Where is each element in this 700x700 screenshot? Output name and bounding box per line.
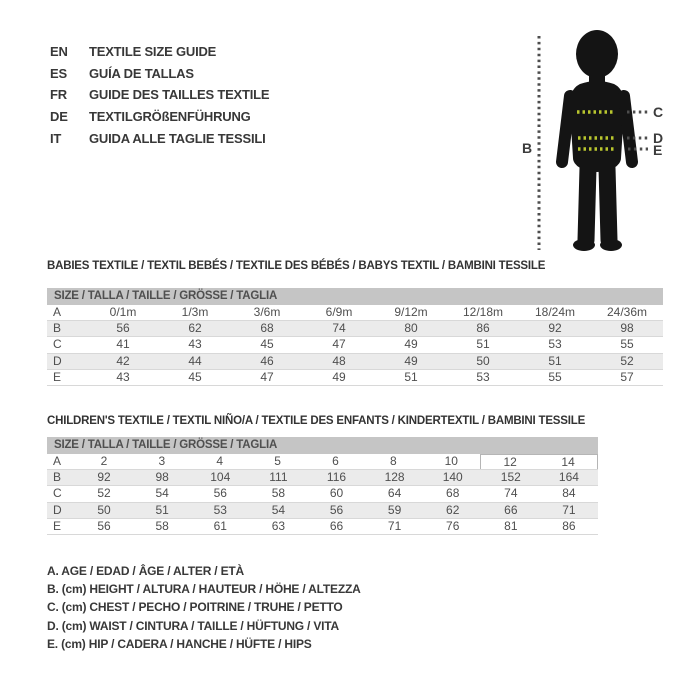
table-cell: 45 — [188, 370, 202, 385]
child-silhouette-graphic — [500, 18, 700, 258]
language-label: TEXTILGRÖßENFÜHRUNG — [89, 109, 251, 125]
table-cell: 53 — [213, 502, 227, 517]
table-cell: 58 — [271, 486, 286, 501]
waist-label: D — [653, 130, 664, 146]
table-cell: 51 — [404, 370, 418, 385]
table-row — [47, 321, 663, 337]
measurement-figure — [500, 18, 700, 258]
table-row — [47, 503, 598, 519]
table-cell: 92 — [97, 469, 111, 484]
table-cell: 50 — [476, 353, 490, 368]
table-cell: 18/24m — [534, 304, 576, 319]
right-leg-silhouette — [607, 168, 609, 240]
table-row — [47, 305, 663, 321]
table-cell: 43 — [116, 370, 130, 385]
language-row-en — [50, 41, 269, 63]
language-label: GUIDA ALLE TAGLIE TESSILI — [89, 130, 266, 146]
table-cell: 51 — [155, 502, 169, 517]
table-cell: 6/9m — [325, 304, 353, 319]
table-cell: 52 — [97, 486, 111, 501]
table-cell: 128 — [384, 469, 405, 484]
table-cell: 84 — [562, 486, 576, 501]
table-cell: 49 — [332, 370, 346, 385]
height-label: B — [522, 140, 533, 156]
table-cell: 81 — [504, 519, 518, 534]
table-cell: 76 — [446, 519, 460, 534]
table-cell: 62 — [188, 320, 202, 335]
table-cell: 0/1m — [109, 304, 137, 319]
language-row-it — [50, 128, 269, 150]
language-label: GUÍA DE TALLAS — [89, 65, 194, 81]
legend-line-waist: D. (cm) WAIST / CINTURA / TAILLE / HÜFTUNG / VITA — [47, 618, 339, 633]
table-cell: 164 — [558, 469, 579, 484]
language-code: ES — [50, 65, 67, 81]
language-code: IT — [50, 130, 62, 146]
left-arm-silhouette — [562, 96, 570, 162]
table-row — [47, 519, 598, 535]
right-arm-silhouette — [624, 96, 632, 162]
table-cell: 58 — [155, 519, 169, 534]
children-size-table — [47, 437, 598, 535]
table-cell: 53 — [476, 370, 490, 385]
table-cell: 1/3m — [181, 304, 209, 319]
table-cell: 74 — [332, 320, 346, 335]
table-cell: 56 — [213, 486, 227, 501]
table-cell: 140 — [442, 469, 463, 484]
legend-line-hip: E. (cm) HIP / CADERA / HANCHE / HÜFTE / HIPS — [47, 636, 312, 651]
table-cell: 57 — [620, 370, 634, 385]
language-code: FR — [50, 87, 67, 103]
table-cell: 68 — [260, 320, 274, 335]
table-cell: 66 — [329, 519, 344, 534]
table-cell: 6 — [332, 453, 339, 468]
table-cell: 56 — [116, 320, 130, 335]
table-cell: 8 — [390, 453, 397, 468]
table-cell: 43 — [188, 337, 202, 352]
table-cell: 24/36m — [606, 304, 648, 319]
row-label: E — [53, 370, 62, 385]
table-cell: 92 — [548, 320, 562, 335]
table-cell: 49 — [404, 337, 418, 352]
left-leg-silhouette — [586, 168, 588, 240]
table-cell: 51 — [548, 353, 562, 368]
language-row-fr — [50, 84, 269, 106]
table-cell: 3/6m — [253, 304, 281, 319]
table-cell: 152 — [500, 469, 521, 484]
table-cell: 45 — [260, 337, 274, 352]
table-cell: 41 — [116, 337, 130, 352]
table-row — [47, 370, 663, 386]
table-cell: 56 — [97, 519, 111, 534]
table-cell: 71 — [387, 519, 402, 534]
table-row — [47, 486, 598, 502]
table-cell: 51 — [476, 337, 490, 352]
table-row — [47, 470, 598, 486]
legend-line-height: B. (cm) HEIGHT / ALTURA / HAUTEUR / HÖHE / ALTEZZA — [47, 582, 361, 597]
language-code: EN — [50, 44, 68, 59]
left-foot-silhouette — [573, 239, 595, 251]
table-cell: 54 — [155, 486, 169, 501]
row-label: C — [53, 486, 62, 501]
table-cell: 52 — [620, 353, 634, 368]
table-cell: 53 — [548, 337, 562, 352]
table-cell: 74 — [504, 486, 518, 501]
language-row-de — [50, 106, 269, 128]
row-label: B — [53, 320, 62, 335]
hip-label: E — [653, 142, 663, 158]
babies-size-header: SIZE / TALLA / TAILLE / GRÖSSE / TAGLIA — [47, 288, 663, 305]
language-list — [50, 41, 269, 149]
table-cell: 12/18m — [462, 304, 504, 319]
language-label: TEXTILE SIZE GUIDE — [89, 44, 217, 59]
table-cell: 49 — [404, 353, 418, 368]
table-cell: 60 — [329, 486, 344, 501]
table-cell: 64 — [387, 486, 402, 501]
table-cell: 55 — [620, 337, 634, 352]
language-code: DE — [50, 109, 68, 125]
table-cell: 71 — [562, 502, 576, 517]
table-cell: 44 — [188, 353, 202, 368]
table-cell: 116 — [326, 469, 347, 484]
row-label: A — [53, 304, 62, 319]
row-label: E — [53, 519, 62, 534]
table-row — [47, 454, 598, 470]
table-cell: 80 — [404, 320, 418, 335]
child-silhouette — [562, 30, 632, 251]
table-cell: 61 — [213, 519, 227, 534]
table-cell: 55 — [548, 370, 562, 385]
babies-size-table — [47, 288, 663, 386]
legend-line-chest: C. (cm) CHEST / PECHO / POITRINE / TRUHE / PETTO — [47, 600, 343, 615]
table-cell: 10 — [444, 453, 458, 468]
table-cell: 47 — [260, 370, 274, 385]
table-cell: 50 — [97, 502, 111, 517]
children-size-header: SIZE / TALLA / TAILLE / GRÖSSE / TAGLIA — [47, 437, 598, 454]
table-row — [47, 354, 663, 370]
table-cell: 63 — [271, 519, 286, 534]
table-cell: 111 — [269, 469, 288, 484]
row-label: D — [53, 502, 62, 517]
language-label: GUIDE DES TAILLES TEXTILE — [89, 87, 270, 103]
right-foot-silhouette — [600, 239, 622, 251]
table-cell: 86 — [562, 519, 576, 534]
measurement-legend — [47, 562, 361, 653]
table-cell: 104 — [210, 469, 231, 484]
children-section-title: CHILDREN'S TEXTILE / TEXTIL NIÑO/A / TEXTILE DES ENFANTS / KINDERTEXTIL / BAMBINI TESSILE — [47, 415, 586, 427]
table-cell: 4 — [216, 453, 224, 468]
row-label: A — [53, 453, 62, 468]
row-label: D — [53, 353, 62, 368]
table-cell: 48 — [332, 353, 346, 368]
table-cell: 3 — [158, 453, 166, 468]
table-cell: 42 — [116, 353, 130, 368]
babies-table-body — [47, 305, 663, 387]
table-cell: 98 — [155, 469, 169, 484]
table-cell: 12 — [480, 454, 539, 469]
table-cell: 86 — [476, 320, 490, 335]
table-cell: 5 — [274, 453, 281, 468]
chest-label: C — [653, 104, 664, 120]
table-cell: 59 — [387, 502, 402, 517]
table-cell: 62 — [446, 502, 460, 517]
table-cell: 98 — [620, 320, 634, 335]
row-label: B — [53, 469, 62, 484]
table-cell: 56 — [329, 502, 344, 517]
table-cell: 9/12m — [394, 304, 428, 319]
language-row-es — [50, 63, 269, 85]
table-cell: 14 — [539, 454, 598, 469]
table-cell: 47 — [332, 337, 346, 352]
legend-line-age: A. AGE / EDAD / ÂGE / ALTER / ETÀ — [47, 564, 244, 578]
table-cell: 68 — [446, 486, 460, 501]
table-cell: 46 — [260, 353, 274, 368]
babies-section-title: BABIES TEXTILE / TEXTIL BEBÉS / TEXTILE DES BÉBÉS / BABYS TEXTIL / BAMBINI TESSILE — [47, 260, 546, 272]
table-cell: 66 — [504, 502, 518, 517]
children-table-body — [47, 454, 598, 536]
table-cell: 2 — [100, 453, 108, 468]
table-cell: 54 — [271, 502, 286, 517]
table-row — [47, 337, 663, 353]
row-label: C — [53, 337, 62, 352]
